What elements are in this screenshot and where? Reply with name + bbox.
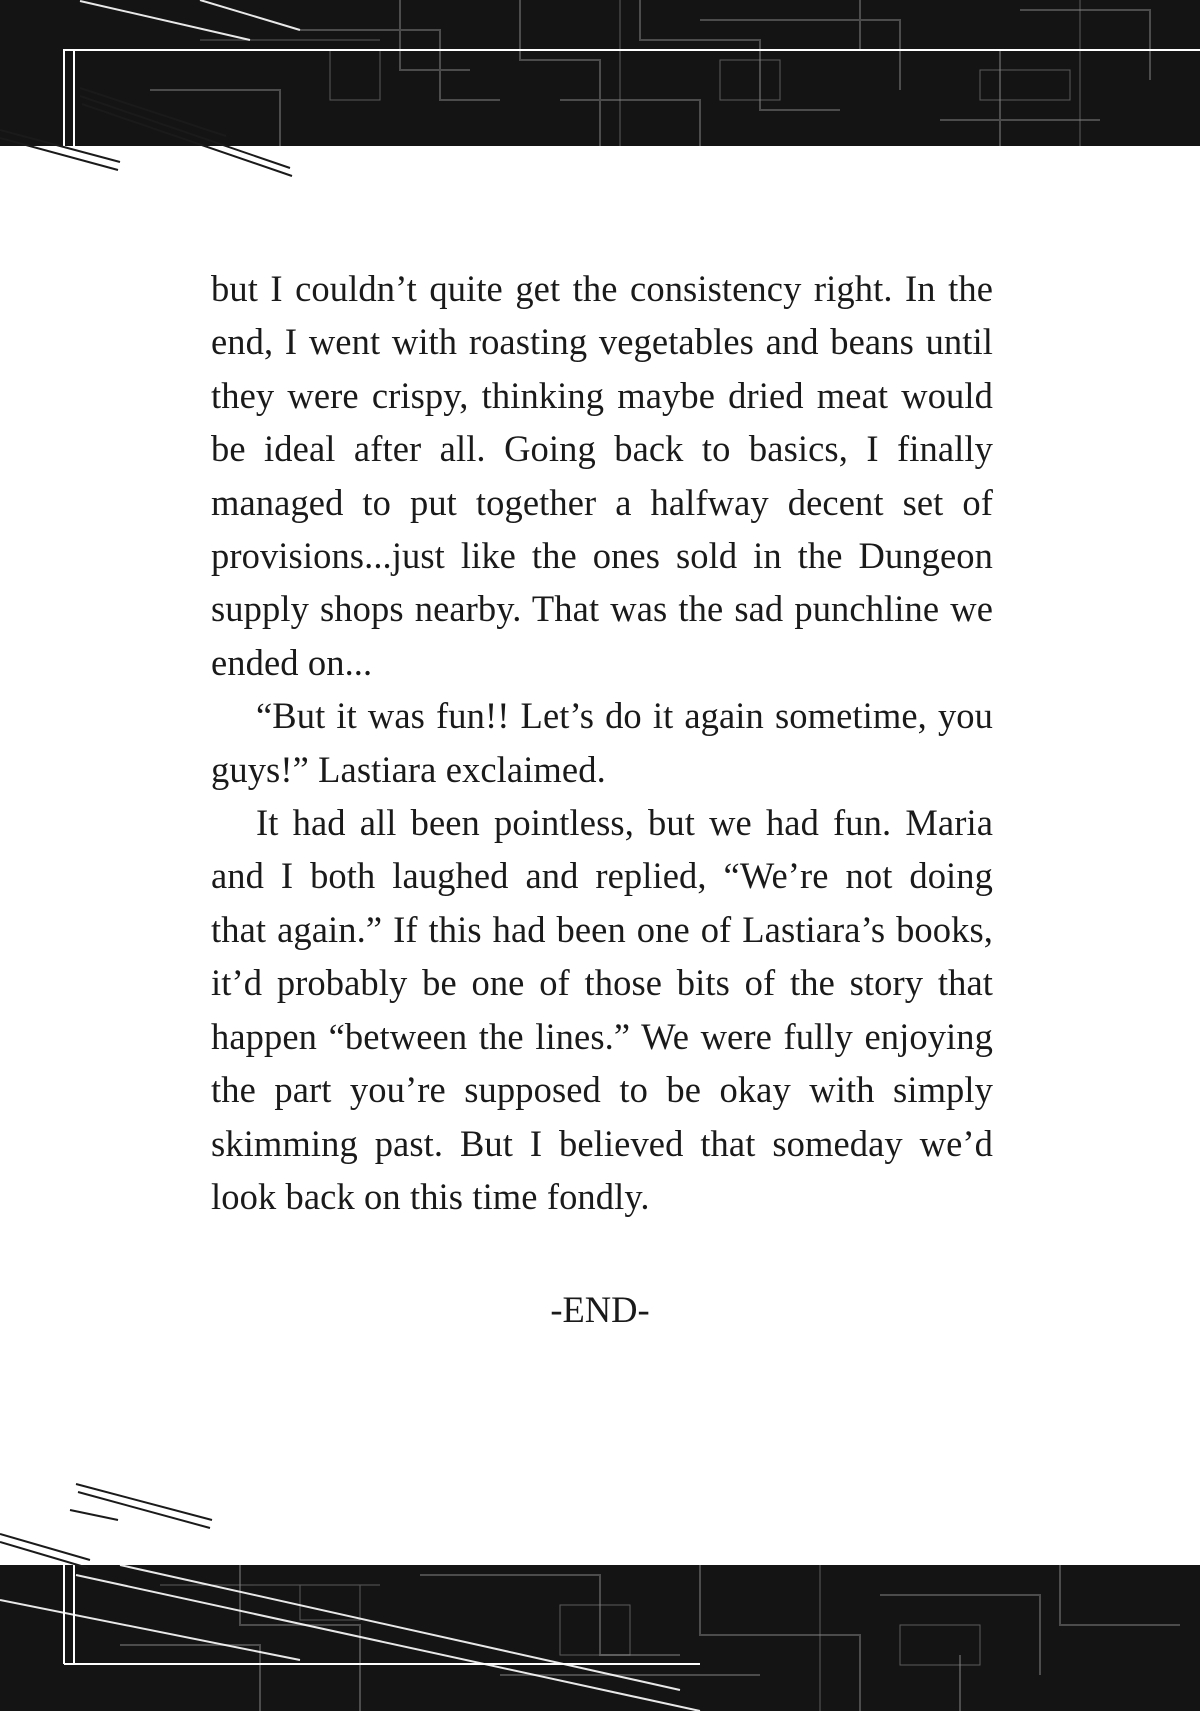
body-text (211, 262, 993, 1223)
top-decorative-band (0, 0, 1200, 146)
paragraph: “But it was fun!! Let’s do it again sometime, you guys!” Lastiara exclaimed. (211, 695, 993, 790)
circuit-pattern-bottom (0, 1565, 1200, 1711)
circuit-pattern-top (0, 0, 1200, 146)
paragraph: but I couldn’t quite get the consistency right. In the end, I went with roasting vegetables and beans until they were crispy, thinking maybe dried meat would be ideal after all. Going back to basics, I finally managed to put together a halfway decent set of provisions...just like the ones sold in the Dungeon supply shops nearby. That was the sad punchline we ended on... (211, 268, 993, 683)
bottom-decorative-band (0, 1565, 1200, 1711)
paragraph: It had all been pointless, but we had fun. Maria and I both laughed and replied, “We’re not doing that again.” If this had been one of Lastiara’s books, it’d probably be one of those bits of the story that happen “between the lines.” We were fully enjoying the part you’re supposed to be okay with simply skimming past. But I believed that someday we’d look back on this time fondly. (211, 802, 993, 1217)
end-mark: -END- (550, 1289, 650, 1330)
diagonal-accent-bottom (0, 1484, 212, 1568)
